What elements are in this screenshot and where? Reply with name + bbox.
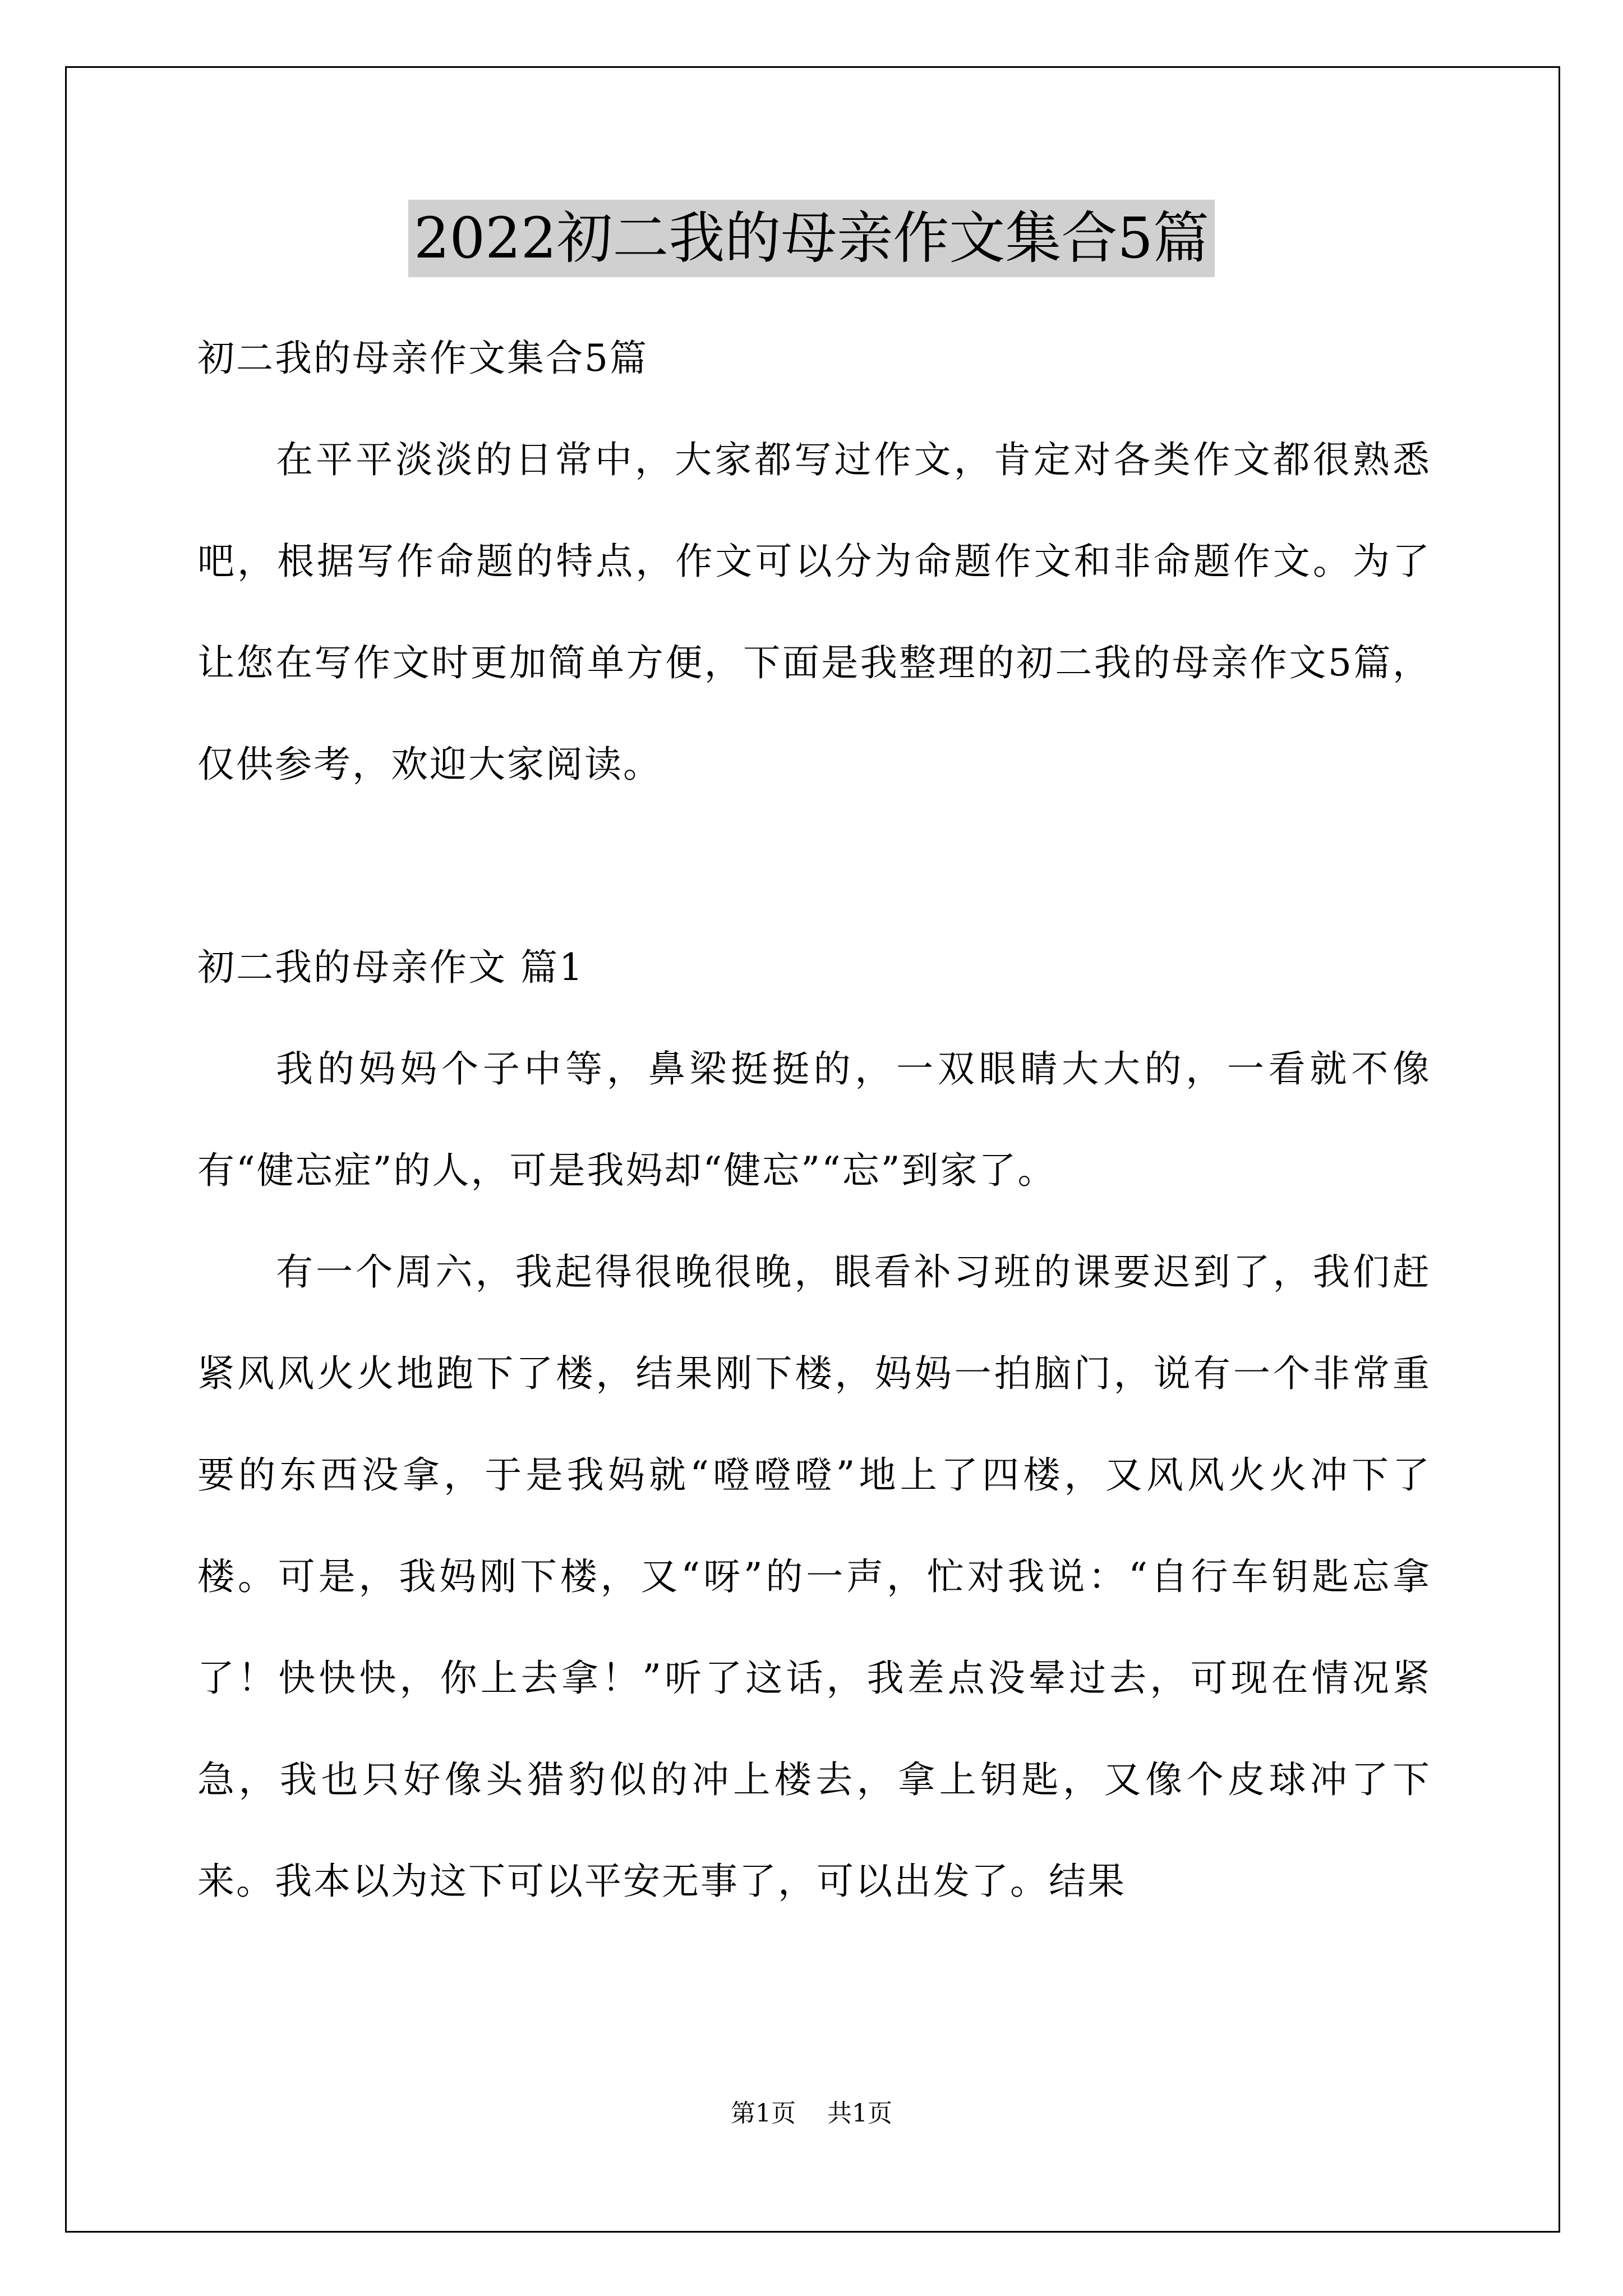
body-paragraph: 我的妈妈个子中等，鼻梁挺挺的，一双眼睛大大的，一看就不像有“健忘症”的人，可是我妈却“健忘”“忘”到家了。 bbox=[197, 1047, 1431, 1192]
page-total: 共1页 bbox=[827, 2099, 892, 2128]
document-title: 2022初二我的母亲作文集合5篇 bbox=[408, 200, 1215, 277]
document-body bbox=[197, 307, 1431, 1932]
document-subtitle: 初二我的母亲作文集合5篇 bbox=[197, 337, 648, 380]
page-footer bbox=[0, 2097, 1623, 2131]
title-container bbox=[0, 200, 1623, 277]
intro-paragraph: 在平平淡淡的日常中，大家都写过作文，肯定对各类作文都很熟悉吧，根据写作命题的特点，作文可以分为命题作文和非命题作文。为了让您在写作文时更加简单方便，下面是我整理的初二我的母亲作文5篇，仅供参考，欢迎大家阅读。 bbox=[197, 438, 1431, 786]
body-paragraph: 有一个周六，我起得很晚很晚，眼看补习班的课要迟到了，我们赶紧风风火火地跑下了楼，结果刚下楼，妈妈一拍脑门，说有一个非常重要的东西没拿，于是我妈就“噔噔噔”地上了四楼，又风风火火冲下了楼。可是，我妈刚下楼，又“呀”的一声，忙对我说：“自行车钥匙忘拿了！快快快，你上去拿！”听了这话，我差点没晕过去，可现在情况紧急，我也只好像头猎豹似的冲上楼去，拿上钥匙，又像个皮球冲了下来。我本以为这下可以平安无事了，可以出发了。结果 bbox=[197, 1250, 1431, 1903]
section-spacer bbox=[197, 815, 1431, 917]
section-heading: 初二我的母亲作文 篇1 bbox=[197, 946, 584, 989]
page-number: 第1页 bbox=[731, 2099, 796, 2128]
